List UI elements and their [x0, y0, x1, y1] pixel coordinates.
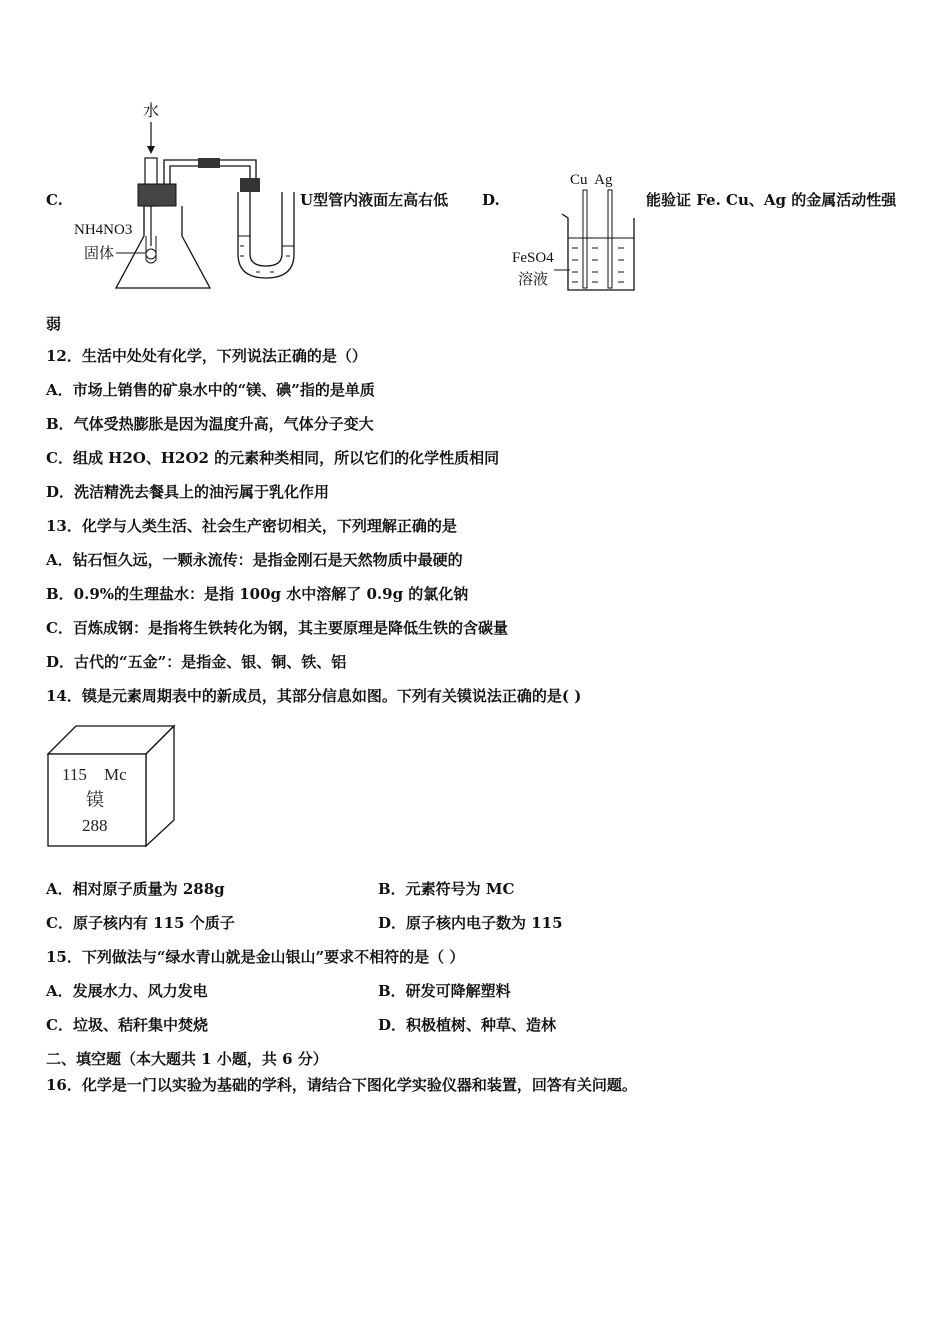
figure-d-caption-2: 弱 [46, 315, 62, 333]
q12-option-c: C．组成 H2O、H2O2 的元素种类相同，所以它们的化学性质相同 [46, 449, 500, 467]
u-tube [238, 192, 294, 278]
feso4-formula: FeSO4 [512, 250, 554, 266]
q15-option-a: A．发展水力、风力发电 [46, 982, 208, 1000]
q14-option-d: D．原子核内电子数为 115 [378, 914, 563, 932]
figure-d-caption-1: 能验证 Fe. Cu、Ag 的金属活动性强 [646, 191, 897, 209]
nh4no3-solid [146, 249, 156, 259]
q14-option-b: B．元素符号为 MC [378, 880, 515, 898]
metals-label: Cu Ag [570, 172, 613, 188]
cu-electrode [583, 190, 587, 288]
q14-option-c: C．原子核内有 115 个质子 [46, 914, 235, 932]
q15-option-b: B．研发可降解塑料 [378, 982, 511, 1000]
q12-stem: 12．生活中处处有化学，下列说法正确的是（） [46, 347, 367, 365]
option-d-label: D. [482, 191, 500, 209]
q15-option-c: C．垃圾、秸秆集中焚烧 [46, 1016, 208, 1034]
nh4no3-formula: NH4NO3 [74, 222, 133, 238]
beaker [562, 214, 634, 290]
q14-option-a: A．相对原子质量为 288g [46, 880, 225, 898]
rubber-joint [198, 158, 220, 168]
q15-stem: 15．下列做法与“绿水青山就是金山银山”要求不相符的是（ ） [46, 948, 465, 966]
u-tube-stopper [240, 178, 260, 192]
q13-option-b: B．0.9%的生理盐水：是指 100g 水中溶解了 0.9g 的氯化钠 [46, 585, 469, 603]
q13-stem: 13．化学与人类生活、社会生产密切相关，下列理解正确的是 [46, 517, 457, 535]
q13-option-d: D．古代的“五金”：是指金、银、铜、铁、铝 [46, 653, 347, 671]
q13-option-c: C．百炼成钢：是指将生铁转化为钢，其主要原理是降低生铁的含碳量 [46, 619, 508, 637]
q12-option-d: D．洗洁精洗去餐具上的油污属于乳化作用 [46, 483, 330, 501]
section-2-heading: 二、填空题（本大题共 1 小题，共 6 分） [46, 1050, 328, 1068]
q12-option-b: B．气体受热膨胀是因为温度升高，气体分子变大 [46, 415, 374, 433]
delivery-tube [170, 166, 250, 184]
water-arrowhead [147, 146, 155, 154]
flask-stopper [138, 184, 176, 206]
water-label: 水 [143, 103, 160, 120]
element-name: 镆 [86, 790, 104, 810]
element-atomic-number: 115 [62, 765, 87, 784]
element-mc-cube-diagram [46, 722, 176, 848]
q13-option-a: A．钻石恒久远，一颗永流传：是指金刚石是天然物质中最硬的 [46, 551, 463, 569]
q15-option-d: D．积极植树、种草、造林 [378, 1016, 557, 1034]
figure-c-caption: U型管内液面左高右低 [300, 191, 449, 209]
solution-dashes [572, 248, 624, 282]
option-c-label: C. [46, 191, 63, 209]
q16-stem: 16．化学是一门以实验为基础的学科，请结合下图化学实验仪器和装置，回答有关问题。 [46, 1076, 637, 1094]
q12-option-a: A．市场上销售的矿泉水中的“镁、碘”指的是单质 [46, 381, 375, 399]
conical-flask [116, 206, 210, 288]
solid-label: 固体 [84, 246, 115, 262]
element-mass: 288 [82, 816, 108, 835]
element-symbol: Mc [104, 765, 127, 784]
solution-label: 溶液 [518, 272, 549, 288]
q14-stem: 14．镆是元素周期表中的新成员，其部分信息如图。下列有关镆说法正确的是( ) [46, 687, 582, 705]
cu-ag-feso4-beaker-diagram [508, 166, 642, 296]
ag-electrode [608, 190, 612, 288]
nh4no3-flask-u-tube-diagram [70, 96, 300, 296]
